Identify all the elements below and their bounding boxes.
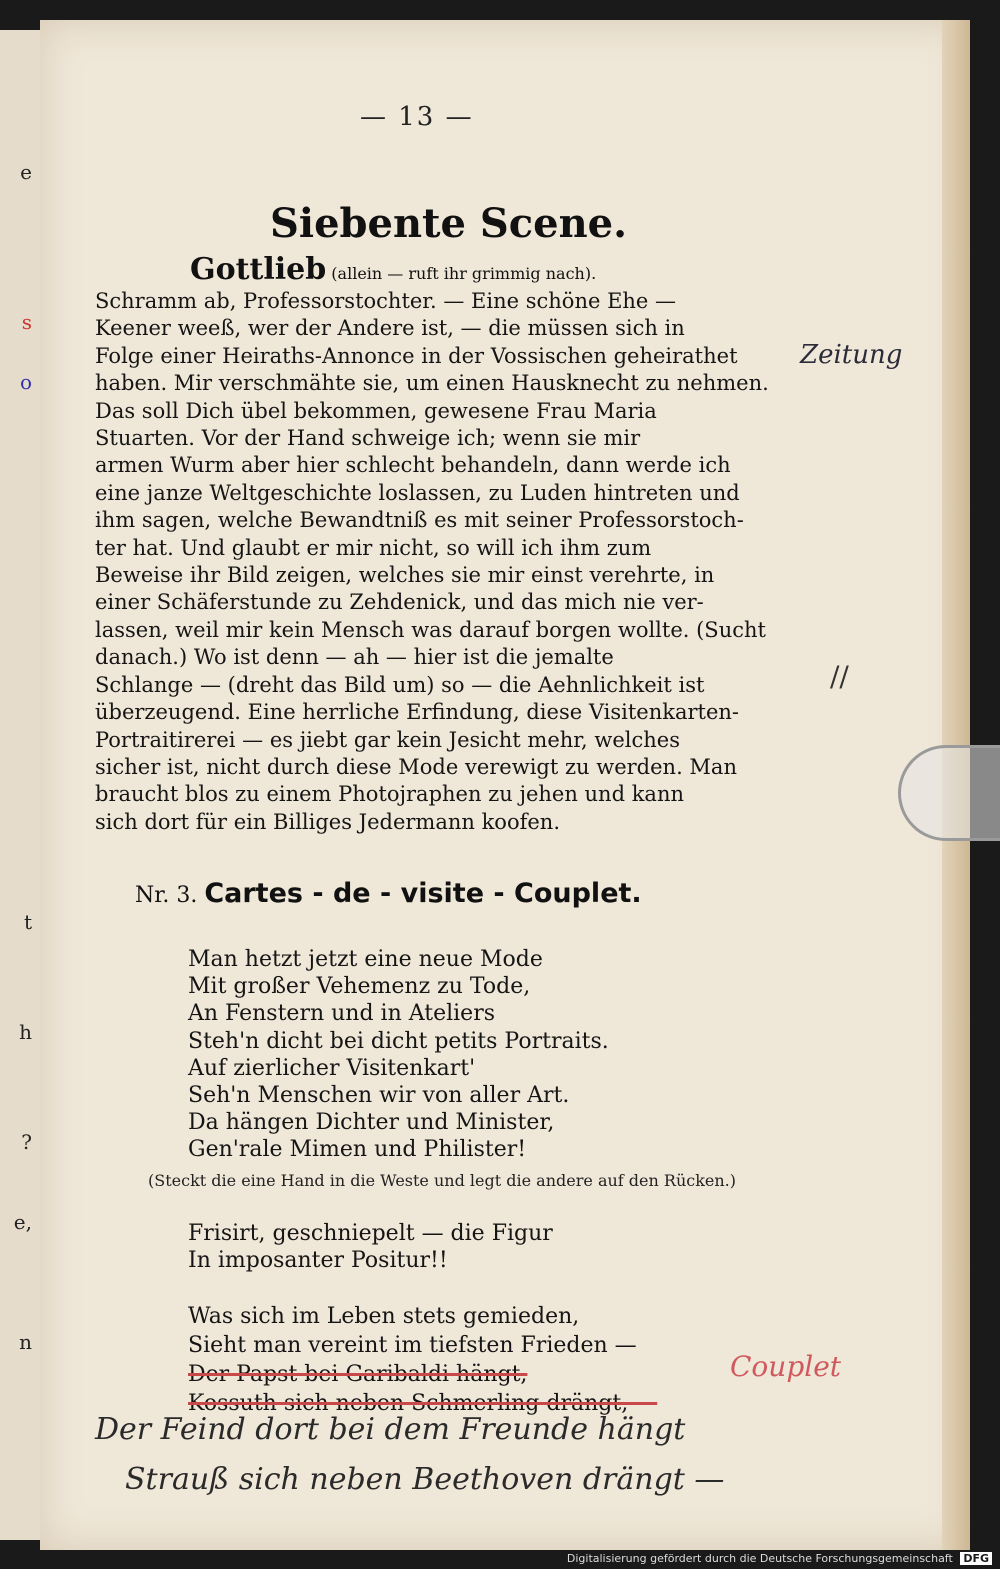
text-line: Mit großer Vehemenz zu Tode, — [188, 974, 531, 1000]
page-number: — 13 — — [360, 102, 474, 132]
handwritten-line-1: Der Feind dort bei dem Freunde hängt — [95, 1412, 686, 1447]
text-line: Auf zierlicher Visitenkart' — [188, 1055, 476, 1081]
text-line: sicher ist, nicht durch diese Mode verewigt zu werden. Man — [95, 754, 737, 779]
text-line: Schlange — (dreht das Bild um) so — die Aehnlichkeit ist — [95, 672, 705, 697]
text-line: Da hängen Dichter und Minister, — [188, 1110, 555, 1136]
text-line: Gen'rale Mimen und Philister! — [188, 1137, 527, 1163]
song-number: Nr. 3. — [135, 883, 198, 908]
text-line: Kossuth sich neben Schmerling drängt, — — [188, 1391, 658, 1416]
text-line: Beweise ihr Bild zeigen, welches sie mir einst verehrte, in — [95, 563, 715, 588]
edge-fragment: s — [21, 310, 32, 334]
edge-fragment: h — [19, 1020, 32, 1044]
monologue-text — [95, 288, 805, 836]
scene-title: Siebente Scene. — [270, 200, 628, 247]
verse-3 — [188, 1302, 657, 1418]
text-line: Keener weeß, wer der Andere ist, — die müssen sich in — [95, 316, 685, 341]
song-title: Cartes - de - visite - Couplet. — [204, 878, 642, 909]
text-line: Seh'n Menschen wir von aller Art. — [188, 1083, 570, 1109]
handwritten-line-2: Strauß sich neben Beethoven drängt — — [125, 1462, 725, 1497]
text-line: danach.) Wo ist denn — ah — hier ist die jemalte — [95, 645, 614, 670]
edge-fragment: n — [19, 1330, 32, 1354]
text-line: Folge einer Heiraths-Annonce in der Vossischen geheirathet — [95, 343, 738, 368]
edge-fragment: o — [19, 370, 32, 394]
text-line: Steh'n dicht bei dicht petits Portraits. — [188, 1028, 609, 1054]
text-line: ter hat. Und glaubt er mir nicht, so will ich ihm zum — [95, 535, 652, 560]
speaker-direction: (allein — ruft ihr grimmig nach). — [331, 264, 597, 283]
edge-fragment: ? — [21, 1130, 32, 1154]
edge-fragment: e, — [13, 1210, 32, 1234]
text-line: Frisirt, geschniepelt — die Figur — [188, 1221, 553, 1246]
text-line: Portraitirerei — es jiebt gar kein Jesicht mehr, welches — [95, 727, 680, 752]
text-line: Man hetzt jetzt eine neue Mode — [188, 947, 543, 972]
footer-credit — [567, 1552, 992, 1565]
text-line: überzeugend. Eine herrliche Erfindung, diese Visitenkarten- — [95, 700, 739, 725]
text-line: Stuarten. Vor der Hand schweige ich; wenn sie mir — [95, 426, 641, 451]
text-line: armen Wurm aber hier schlecht behandeln, dann werde ich — [95, 453, 731, 478]
text-line: In imposanter Positur!! — [188, 1248, 448, 1273]
footer-text: Digitalisierung gefördert durch die Deutsche Forschungsgemeinschaft — [566, 1552, 953, 1565]
text-line: Der Papst bei Garibaldi hängt, — [188, 1362, 528, 1387]
text-line: haben. Mir verschmähte sie, um einen Hausknecht zu nehmen. — [95, 371, 769, 396]
text-line: Das soll Dich übel bekommen, gewesene Frau Maria — [95, 398, 657, 423]
text-line: braucht blos zu einem Photojraphen zu jehen und kann — [95, 782, 684, 807]
text-line: Was sich im Leben stets gemieden, — [188, 1304, 580, 1329]
speaker-line — [190, 252, 596, 287]
text-line: lassen, weil mir kein Mensch was darauf borgen wollte. (Sucht — [95, 617, 766, 642]
text-line: sich dort für ein Billiges Jedermann koofen. — [95, 809, 560, 834]
edge-fragment: t — [23, 910, 32, 934]
text-line: An Fenstern und in Ateliers — [188, 1001, 496, 1027]
margin-annotation-red: Couplet — [730, 1350, 842, 1383]
dfg-logo: DFG — [960, 1552, 992, 1565]
song-heading — [135, 878, 642, 909]
verse-2 — [188, 1220, 553, 1274]
text-line: ihm sagen, welche Bewandtniß es mit seiner Professorstoch- — [95, 508, 744, 533]
text-line: einer Schäferstunde zu Zehdenick, und das mich nie ver- — [95, 590, 704, 615]
text-line: eine janze Weltgeschichte loslassen, zu Luden hintreten und — [95, 480, 740, 505]
margin-annotation: Zeitung — [800, 340, 903, 370]
speaker-name: Gottlieb — [190, 252, 327, 287]
text-line: Schramm ab, Professorstochter. — Eine schöne Ehe — — [95, 289, 677, 313]
margin-marks: // — [830, 660, 849, 693]
stage-direction: (Steckt die eine Hand in die Weste und legt die andere auf den Rücken.) — [148, 1171, 736, 1190]
document-page — [40, 20, 970, 1550]
verse-1 — [188, 946, 609, 1164]
paper-clip — [898, 745, 1000, 841]
text-line: Sieht man vereint im tiefsten Frieden — — [188, 1333, 637, 1358]
left-page-edge — [0, 30, 42, 1540]
edge-fragment: e — [20, 160, 32, 184]
